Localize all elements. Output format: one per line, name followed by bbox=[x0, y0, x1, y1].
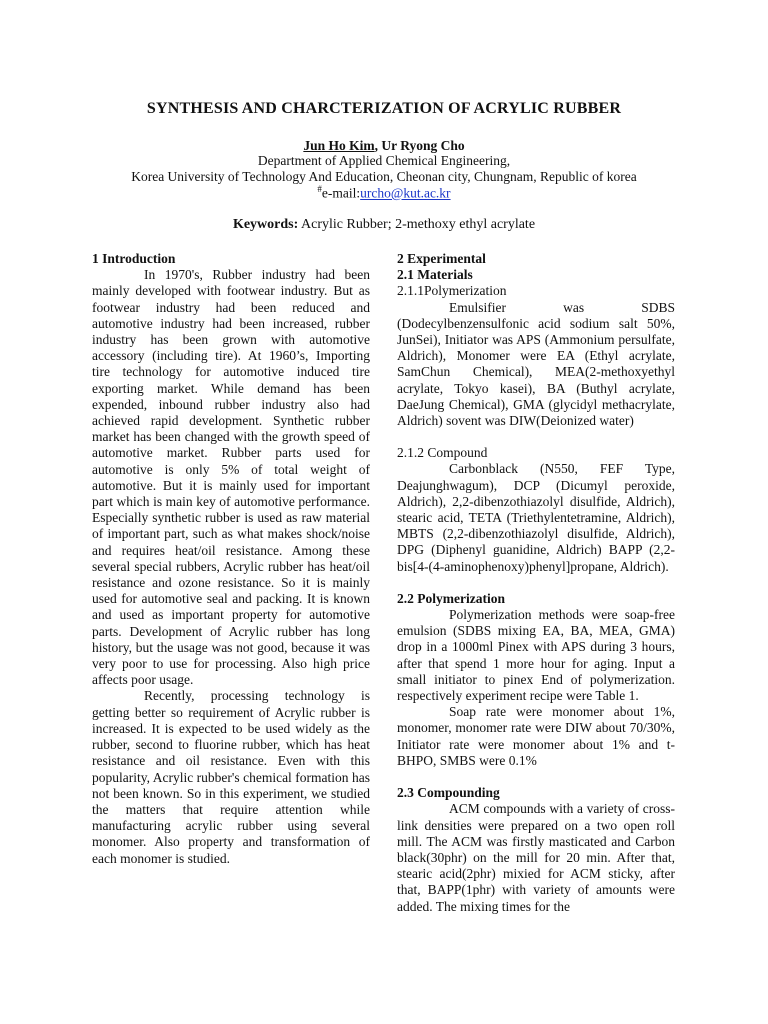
email-link[interactable]: urcho@kut.ac.kr bbox=[360, 185, 451, 201]
subsection-heading-polymerization: 2.1.1Polymerization bbox=[397, 283, 507, 299]
section-heading-polymerization: 2.2 Polymerization bbox=[397, 590, 505, 606]
section-heading-experimental: 2 Experimental bbox=[397, 251, 486, 266]
affiliation-university: Korea University of Technology And Education, Cheonan city, Chungnam, Republic of korea bbox=[131, 169, 637, 184]
left-column bbox=[92, 251, 370, 867]
affiliation-department: Department of Applied Chemical Engineering, bbox=[257, 153, 511, 168]
paper-title: SYNTHESIS AND CHARCTERIZATION OF ACRYLIC RUBBER bbox=[146, 100, 622, 117]
materials-compound-paragraph: Carbonblack (N550, FEF Type, Deajunghwagum), DCP (Dicumyl peroxide, Aldrich), 2,2-dibenzothiazolyl disulfide, Aldrich), stearic acid, TETA (Triethylentetramine, Aldrich), MBTS (2,2-dibenzothiazolyl disulfide, Aldrich), DPG (Diphenyl guanidine, Aldrich) BAPP (2,2-bis[4-(4-aminophenoxy)phenyl]propane, Aldrich). bbox=[397, 461, 675, 574]
email-marker: # bbox=[317, 184, 322, 194]
spacer bbox=[397, 769, 675, 785]
compounding-paragraph: ACM compounds with a variety of cross-link densities were prepared on a two open roll mill. The ACM was firstly masticated and Carbon black(30phr) on the mill for 20 min. After that, stearic acid(2phr) mixied for ACM sticky, after that, BAPP(1phr) with variety of amounts were added. The mixing times for the bbox=[397, 801, 675, 914]
right-column bbox=[397, 251, 675, 915]
author-separator: , bbox=[374, 138, 382, 153]
author-main: Jun Ho Kim bbox=[303, 138, 375, 153]
section-heading-introduction: 1 Introduction bbox=[92, 251, 176, 266]
author-other: Ur Ryong Cho bbox=[381, 138, 465, 153]
intro-paragraph-1: In 1970's, Rubber industry had been mainly developed with footwear industry. But as footwear industry had been reduced and automotive industry had been increased, rubber industry has been grown with automotive accessory (including tire). At 1960’s, Importing tire technology for automotive induced tire exporting market. While demand has been expended, inbound rubber industry also had achieved rapid development. Synthetic rubber market has been changed with the growth speed of automotive market. Rubber parts used for automotive is only 5% of total weight of automotive. But it is mainly used for important part which is main key of automotive performance. Especially synthetic rubber is used as raw material of important part, such as what makes shock/noise and requires heat/oil resistance. Among these several special rubbers, Acrylic rubber has heat/oil resistance and ozone resistance. So it is mainly used for automotive seal and packing. It is known and used as important property for automotive parts. Development of Acrylic rubber has long history, but the usage was not good, because it was very poor to use for processing. Also high price affects poor usage. bbox=[92, 267, 370, 688]
section-heading-compounding: 2.3 Compounding bbox=[397, 785, 500, 801]
section-heading-materials: 2.1 Materials bbox=[397, 267, 473, 283]
materials-polymerization-paragraph: Emulsifier was SDBS (Dodecylbenzensulfonic acid sodium salt 50%, JunSei), Initiator was APS (Ammonium persulfate, Aldrich), Monomer were EA (Ethyl acrylate, SamChun Chemical), MEA(2-methoxyethyl acrylate, Tokyo kasei), BA (Buthyl acrylate, DaeJung Chemical), GMA (glycidyl methacrylate, Aldrich) sovent was DIW(Deionized water) bbox=[397, 299, 675, 429]
intro-paragraph-2: Recently, processing technology is getting better so requirement of Acrylic rubber is increased. It is expected to be used widely as the rubber, second to fluorine rubber, which has heat resistance and oil resistance. Even with this popularity, Acrylic rubber's chemical formation has not been known. So in this experiment, we studied the matters that require attention while manufacturing acrylic rubber using several monomer. Also property and transformation of each monomer is studied. bbox=[92, 688, 370, 866]
author-line bbox=[0, 138, 768, 154]
polymerization-paragraph-2: Soap rate were monomer about 1%, monomer, monomer rate were DIW about 70/30%, Initiator rate were monomer about 1% and t-BHPO, SMBS were 0.1% bbox=[397, 704, 675, 768]
keywords-text: Acrylic Rubber; 2-methoxy ethyl acrylate bbox=[298, 217, 536, 232]
keywords-line bbox=[0, 217, 768, 233]
subsection-heading-compound: 2.1.2 Compound bbox=[397, 445, 488, 461]
keywords-label: Keywords: bbox=[232, 217, 299, 232]
spacer bbox=[397, 575, 675, 591]
spacer bbox=[397, 429, 675, 445]
affiliation-email-line bbox=[0, 184, 768, 202]
polymerization-paragraph-1: Polymerization methods were soap-free emulsion (SDBS mixing EA, BA, MEA, GMA) drop in a 1000ml Pinex with APS during 3 hours, after that spend 1 more hour for aging. Input a small initiator to pinex End of polymerization. respectively experiment recipe were Table 1. bbox=[397, 607, 675, 704]
email-label: e-mail: bbox=[321, 185, 361, 201]
